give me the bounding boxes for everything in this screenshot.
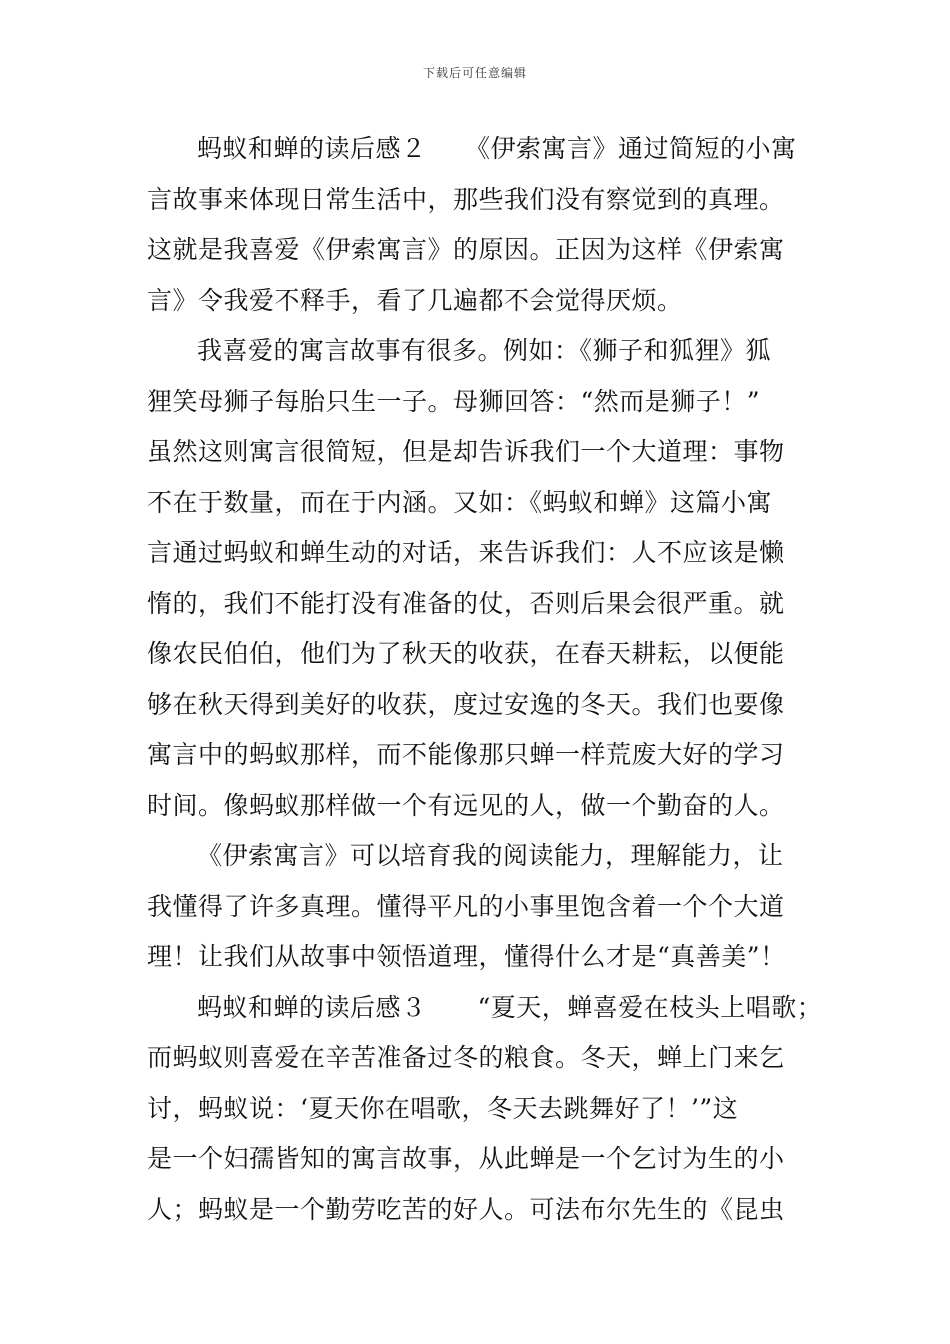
text-line: 言通过蚂蚁和蝉生动的对话，来告诉我们：人不应该是懒	[147, 538, 785, 567]
text-line: 狸笑母狮子每胎只生一子。母狮回答：“然而是狮子！”	[147, 386, 761, 416]
text-line: 不在于数量，而在于内涵。又如：《蚂蚁和蝉》这篇小寓	[147, 487, 773, 517]
text-line: 而蚂蚁则喜爱在辛苦准备过冬的粮食。冬天，蝉上门来乞	[147, 1043, 785, 1072]
text-line: 《伊索寓言》可以培育我的阅读能力，理解能力，让	[197, 841, 784, 870]
text-line: 蚂蚁和蝉的读后感３ “夏天，蝉喜爱在枝头上唱歌；	[197, 992, 823, 1022]
text-line: 时间。像蚂蚁那样做一个有远见的人，做一个勤奋的人。	[147, 790, 785, 820]
text-line: 言故事来体现日常生活中，那些我们没有察觉到的真理。	[147, 184, 785, 214]
text-line: 蚂蚁和蝉的读后感２ 《伊索寓言》通过简短的小寓	[197, 134, 797, 163]
text-line: 人；蚂蚁是一个勤劳吃苦的好人。可法布尔先生的《昆虫	[147, 1194, 785, 1224]
text-line: 我喜爱的寓言故事有很多。例如：《狮子和狐狸》狐	[197, 336, 772, 365]
text-line: 像农民伯伯，他们为了秋天的收获，在春天耕耘，以便能	[147, 639, 785, 668]
page-header: 下载后可任意编辑	[422, 66, 527, 80]
text-line: 这就是我喜爱《伊索寓言》的原因。正因为这样《伊索寓	[147, 235, 785, 264]
text-line: 惰的，我们不能打没有准备的仗，否则后果会很严重。就	[147, 588, 785, 618]
text-line: 够在秋天得到美好的收获，度过安逸的冬天。我们也要像	[147, 689, 785, 719]
document-body	[147, 124, 823, 1235]
text-line: 讨，蚂蚁说：‘夏天你在唱歌，冬天去跳舞好了！’”这	[147, 1093, 739, 1123]
text-line: 是一个妇孺皆知的寓言故事，从此蝉是一个乞讨为生的小	[147, 1144, 785, 1173]
text-line: 虽然这则寓言很简短，但是却告诉我们一个大道理：事物	[147, 437, 785, 466]
text-line: 我懂得了许多真理。懂得平凡的小事里饱含着一个个大道	[147, 891, 785, 921]
text-line: 理！让我们从故事中领悟道理，懂得什么才是“真善美”！	[147, 942, 786, 971]
text-line: 寓言中的蚂蚁那样，而不能像那只蝉一样荒废大好的学习	[147, 740, 785, 769]
text-line: 言》令我爱不释手，看了几遍都不会觉得厌烦。	[147, 285, 683, 315]
